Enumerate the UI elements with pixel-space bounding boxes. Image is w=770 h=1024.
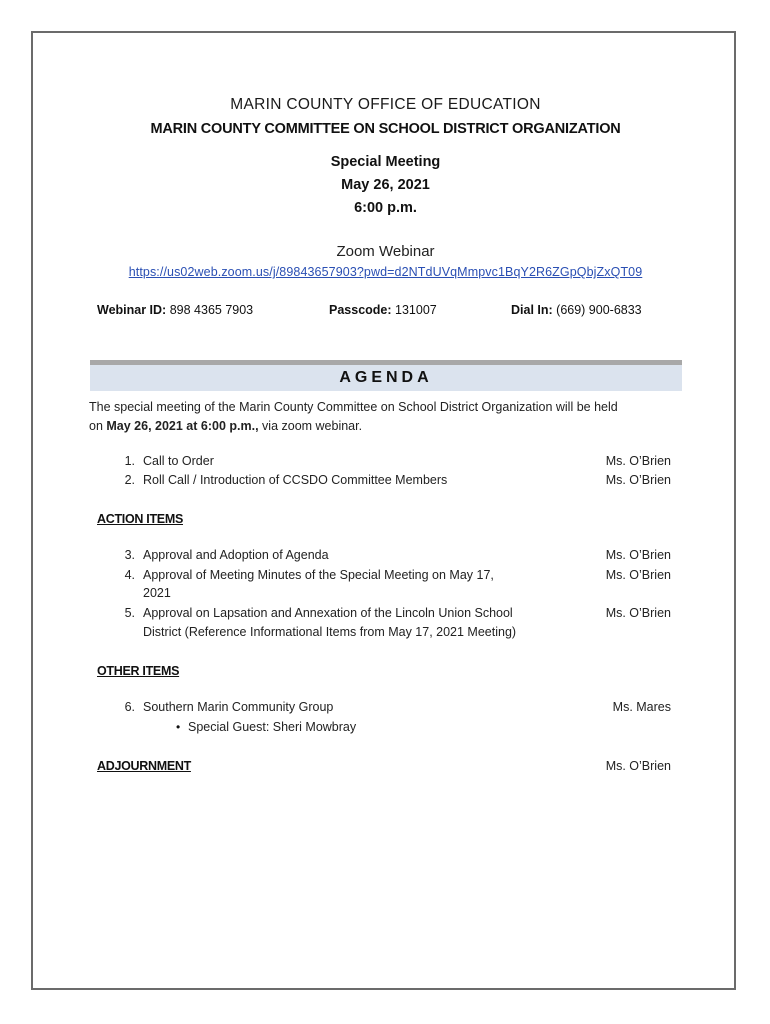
- meeting-type: Special Meeting: [330, 154, 441, 170]
- dial-in-label: Dial In:: [511, 303, 553, 317]
- item-text: Call to Order: [143, 454, 214, 468]
- passcode-value: 131007: [395, 303, 437, 317]
- item-number: 4.: [124, 568, 135, 582]
- intro-pre: on: [89, 419, 107, 433]
- item-number: 6.: [124, 700, 135, 714]
- item-presenter: Ms. O’Brien: [605, 548, 671, 562]
- item-presenter: Ms. O’Brien: [605, 568, 671, 582]
- dial-in-value: (669) 900-6833: [556, 303, 642, 317]
- other-items-heading: OTHER ITEMS: [97, 664, 180, 678]
- agenda-title: AGENDA: [339, 369, 433, 386]
- webinar-id-label: Webinar ID:: [97, 303, 167, 317]
- item-number: 5.: [124, 606, 135, 620]
- webinar-id-value: 898 4365 7903: [169, 303, 254, 317]
- meeting-time: 6:00 p.m.: [354, 200, 417, 216]
- dial-in: [511, 303, 642, 317]
- item-presenter: Ms. Mares: [612, 700, 671, 714]
- intro-date-bold: May 26, 2021 at 6:00 p.m.,: [106, 419, 259, 433]
- committee-title: MARIN COUNTY COMMITTEE ON SCHOOL DISTRICT ORGANIZATION: [150, 121, 621, 137]
- document-page: [31, 31, 736, 990]
- zoom-link[interactable]: https://us02web.zoom.us/j/89843657903?pwd=d2NTdUVqMmpvc1BqY2R6ZGpQbjZxQT09: [128, 265, 643, 279]
- intro-line-1: The special meeting of the Marin County Committee on School District Organization will be held: [89, 400, 618, 414]
- action-items-heading: ACTION ITEMS: [97, 512, 183, 526]
- item-presenter: Ms. O’Brien: [605, 606, 671, 620]
- item-text: Roll Call / Introduction of CCSDO Committee Members: [143, 473, 448, 487]
- passcode: [329, 303, 437, 317]
- item-number: 3.: [124, 548, 135, 562]
- item-text: Approval and Adoption of Agenda: [143, 548, 329, 562]
- item-text-continued: 2021: [143, 586, 171, 600]
- meeting-date: May 26, 2021: [341, 177, 430, 193]
- webinar-id: [97, 303, 253, 317]
- org-title: MARIN COUNTY OFFICE OF EDUCATION: [230, 96, 541, 113]
- passcode-label: Passcode:: [329, 303, 392, 317]
- item-text: Approval of Meeting Minutes of the Special Meeting on May 17,: [143, 568, 494, 582]
- intro-post: via zoom webinar.: [258, 419, 363, 433]
- item-number: 1.: [124, 454, 135, 468]
- item-presenter: Ms. O’Brien: [605, 473, 671, 487]
- sub-item-text: Special Guest: Sheri Mowbray: [188, 720, 357, 734]
- item-number: 2.: [124, 473, 135, 487]
- adjournment-presenter: Ms. O’Brien: [605, 759, 671, 773]
- item-text: Approval on Lapsation and Annexation of the Lincoln Union School: [143, 606, 513, 620]
- item-presenter: Ms. O’Brien: [605, 454, 671, 468]
- bullet-icon: •: [176, 720, 181, 734]
- adjournment-heading: ADJOURNMENT: [97, 759, 191, 773]
- item-text-continued: District (Reference Informational Items from May 17, 2021 Meeting): [143, 625, 517, 639]
- intro-line-2: [89, 419, 362, 433]
- item-text: Southern Marin Community Group: [143, 700, 334, 714]
- zoom-label: Zoom Webinar: [336, 243, 435, 260]
